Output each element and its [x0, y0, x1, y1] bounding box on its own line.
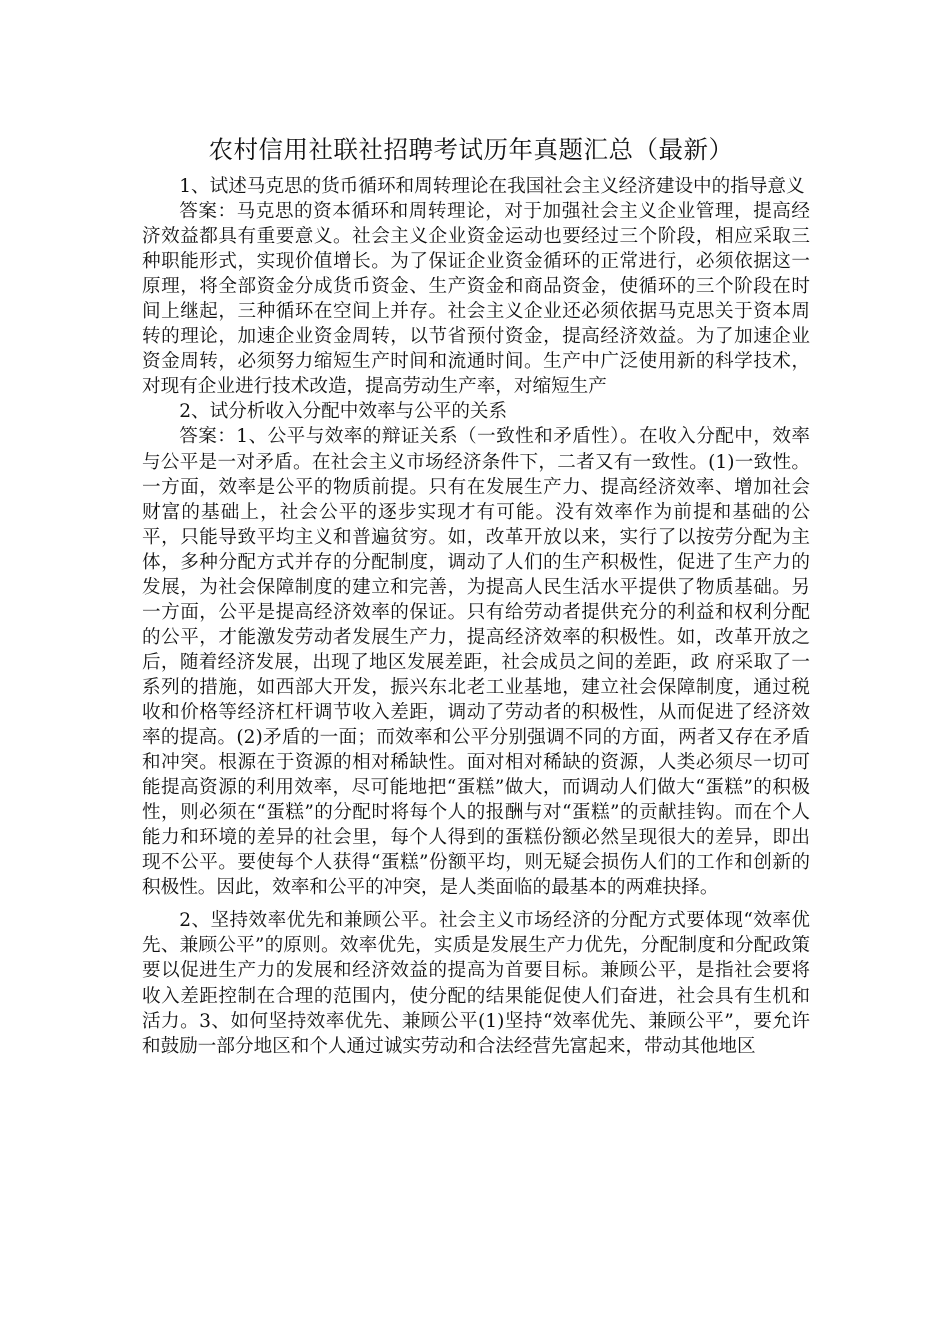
question-1: 1、试述马克思的货币循环和周转理论在我国社会主义经济建设中的指导意义	[179, 176, 805, 197]
answer-2-continued: 2、坚持效率优先和兼顾公平。社会主义市场经济的分配方式要体现“效率优先、兼顾公平”的原则。效率优先，实质是发展生产力优先，分配制度和分配政策要以促进生产力的发展和经济效益的提高为首要目标。兼顾公平，是指社会要将收入差距控制在合理的范围内，使分配的结果能促使人们奋进，社会具有生机和活力。3、如何坚持效率优先、兼顾公平(1)坚持“效率优先、兼顾公平”，要允许和鼓励一部分地区和个人通过诚实劳动和合法经营先富起来，带动其他地区	[142, 910, 810, 1057]
answer-1: 答案：马克思的资本循环和周转理论，对于加强社会主义企业管理，提高经济效益都具有重要意义。社会主义企业资金运动也要经过三个阶段，相应采取三种职能形式，实现价值增长。为了保证企业资金循环的正常进行，必须依据这一原理，将全部资金分成货币资金、生产资金和商品资金，使循环的三个阶段在时间上继起，三种循环在空间上并存。社会主义企业还必须依据马克思关于资本周转的理论，加速企业资金周转，以节省预付资金，提高经济效益。为了加速企业资金周转，必须努力缩短生产时间和流通时间。生产中广泛使用新的科学技术，对现有企业进行技术改造，提高劳动生产率，对缩短生产	[142, 201, 810, 398]
answer-2: 答案：1、公平与效率的辩证关系（一致性和矛盾性）。在收入分配中，效率与公平是一对矛盾。在社会主义市场经济条件下，二者又有一致性。(1)一致性。一方面，效率是公平的物质前提。只有在发展生产力、提高经济效率、增加社会财富的基础上，社会公平的逐步实现才有可能。没有效率作为前提和基础的公平，只能导致平均主义和普遍贫穷。如，改革开放以来，实行了以按劳分配为主体，多种分配方式并存的分配制度，调动了人们的生产积极性，促进了生产力的发展，为社会保障制度的建立和完善，为提高人民生活水平提供了物质基础。另一方面，公平是提高经济效率的保证。只有给劳动者提供充分的利益和权利分配的公平，才能激发劳动者发展生产力，提高经济效率的积极性。如，改革开放之后，随着经济发展，出现了地区发展差距，社会成员之间的差距，政 府采取了一系列的措施，如西部大开发，振兴东北老工业基地，建立社会保障制度，通过税收和价格等经济杠杆调节收入差距，调动了劳动者的积极性，从而促进了经济效率的提高。(2)矛盾的一面；而效率和公平分别强调不同的方面，两者又存在矛盾和冲突。根源在于资源的相对稀缺性。面对相对稀缺的资源，人类必须尽一切可能提高资源的利用效率，尽可能地把“蛋糕”做大，而调动人们做大“蛋糕”的积极性，则必须在“蛋糕”的分配时将每个人的报酬与对“蛋糕”的贡献挂钩。而在个人能力和环境的差异的社会里，每个人得到的蛋糕份额必然呈现很大的差异，即出现不公平。要使每个人获得“蛋糕”份额平均，则无疑会损伤人们的工作和创新的积极性。因此，效率和公平的冲突，是人类面临的最基本的两难抉择。	[142, 426, 810, 899]
question-2: 2、试分析收入分配中效率与公平的关系	[179, 401, 508, 423]
document-page	[142, 128, 810, 1059]
document-title: 农村信用社联社招聘考试历年真题汇总（最新）	[208, 135, 734, 164]
